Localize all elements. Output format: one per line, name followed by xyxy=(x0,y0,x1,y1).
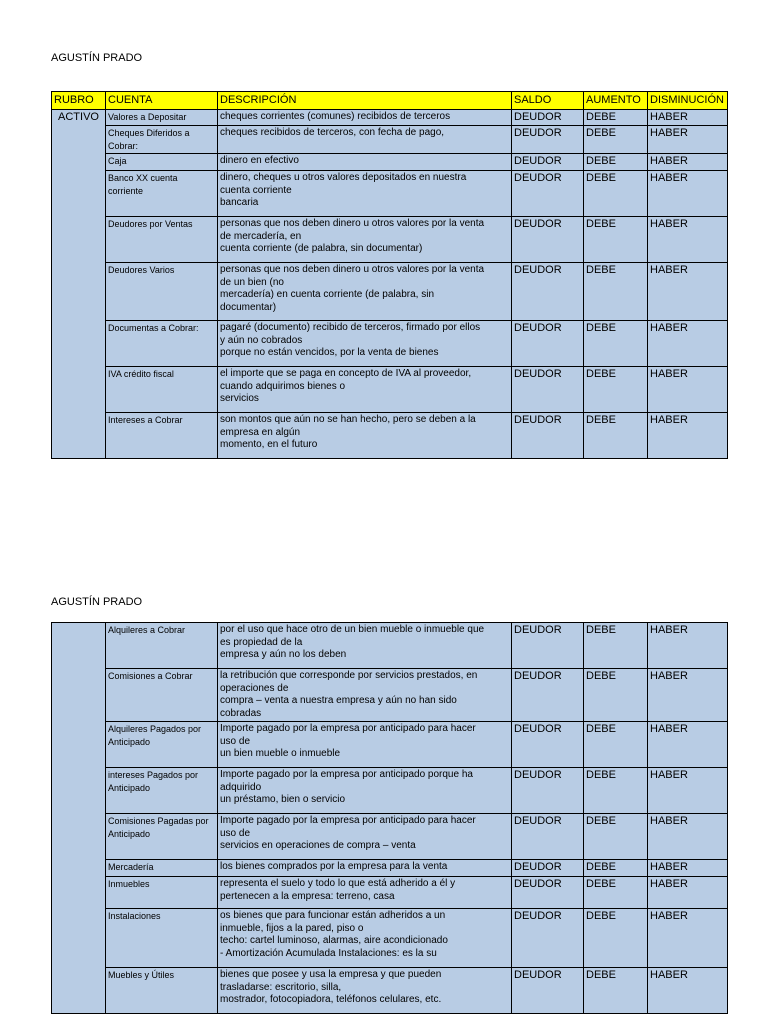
aumento-cell: DEBE xyxy=(584,217,648,263)
author-name: AGUSTÍN PRADO xyxy=(51,52,143,64)
table-row xyxy=(52,669,728,722)
descripcion-cell xyxy=(218,367,512,413)
descripcion-line: operaciones de xyxy=(220,682,289,694)
aumento-cell: DEBE xyxy=(584,154,648,171)
descripcion-line: servicios en operaciones de compra – venta xyxy=(220,840,416,851)
aumento-cell: DEBE xyxy=(584,814,648,860)
disminucion-cell: HABER xyxy=(648,413,728,459)
saldo-cell: DEUDOR xyxy=(512,968,584,1014)
descripcion-line: de mercadería, en xyxy=(220,230,302,242)
descripcion-line: de un bien (no xyxy=(220,276,284,288)
table-row xyxy=(52,171,728,217)
saldo-cell: DEUDOR xyxy=(512,722,584,768)
cuenta-cell: Banco XX cuenta corriente xyxy=(106,171,218,217)
descripcion-line: uso de xyxy=(220,827,251,839)
saldo-cell: DEUDOR xyxy=(512,413,584,459)
descripcion-cell xyxy=(218,263,512,321)
descripcion-cell xyxy=(218,909,512,968)
disminucion-cell: HABER xyxy=(648,860,728,877)
disminucion-cell: HABER xyxy=(648,321,728,367)
saldo-cell: DEUDOR xyxy=(512,814,584,860)
table-row xyxy=(52,154,728,171)
cuenta-cell: Cheques Diferidos a Cobrar: xyxy=(106,126,218,154)
header-saldo: SALDO xyxy=(512,92,584,110)
descripcion-line: cobradas xyxy=(220,707,262,719)
header-disminucion: DISMINUCIÓN xyxy=(648,92,728,110)
cuenta-cell: Inmuebles xyxy=(106,877,218,909)
aumento-cell: DEBE xyxy=(584,623,648,669)
descripcion-line: mostrador, fotocopiadora, teléfonos celulares, etc. xyxy=(220,994,442,1005)
descripcion-cell xyxy=(218,321,512,367)
descripcion-cell xyxy=(218,860,512,877)
descripcion-line: adquirido xyxy=(220,781,262,793)
descripcion-line: cheques corrientes (comunes) recibidos de terceros xyxy=(220,111,451,122)
cuenta-cell: Mercadería xyxy=(106,860,218,877)
disminucion-cell: HABER xyxy=(648,909,728,968)
cuenta-cell: Valores a Depositar xyxy=(106,110,218,126)
disminucion-cell: HABER xyxy=(648,171,728,217)
aumento-cell: DEBE xyxy=(584,321,648,367)
cuenta-cell: Deudores Varios xyxy=(106,263,218,321)
descripcion-cell xyxy=(218,217,512,263)
descripcion-line: personas que nos deben dinero u otros valores por la venta xyxy=(220,264,485,275)
cuenta-cell: Documentas a Cobrar: xyxy=(106,321,218,367)
saldo-cell: DEUDOR xyxy=(512,263,584,321)
header-descripcion: DESCRIPCIÓN xyxy=(218,92,512,110)
disminucion-cell: HABER xyxy=(648,968,728,1014)
saldo-cell: DEUDOR xyxy=(512,171,584,217)
saldo-cell: DEUDOR xyxy=(512,321,584,367)
saldo-cell: DEUDOR xyxy=(512,623,584,669)
disminucion-cell: HABER xyxy=(648,126,728,154)
saldo-cell: DEUDOR xyxy=(512,217,584,263)
cuenta-cell: Comisiones a Cobrar xyxy=(106,669,218,722)
disminucion-cell: HABER xyxy=(648,768,728,814)
aumento-cell: DEBE xyxy=(584,110,648,126)
descripcion-line: documentar) xyxy=(220,301,277,313)
header-row xyxy=(52,92,728,110)
descripcion-line: momento, en el futuro xyxy=(220,439,318,450)
cuenta-cell: Caja xyxy=(106,154,218,171)
descripcion-line: bancaria xyxy=(220,197,259,208)
cuenta-cell: Comisiones Pagadas por Anticipado xyxy=(106,814,218,860)
descripcion-line: pagaré (documento) recibido de terceros, firmado por ellos xyxy=(220,322,481,333)
descripcion-cell xyxy=(218,126,512,154)
rubro-cell: ACTIVO xyxy=(52,110,106,459)
table-row xyxy=(52,623,728,669)
descripcion-line: cuenta corriente (de palabra, sin documentar) xyxy=(220,243,423,254)
descripcion-line: cuenta corriente xyxy=(220,184,292,196)
disminucion-cell: HABER xyxy=(648,877,728,909)
descripcion-line: pertenecen a la empresa: terreno, casa xyxy=(220,890,395,902)
table-row xyxy=(52,126,728,154)
disminucion-cell: HABER xyxy=(648,154,728,171)
cuenta-cell: Instalaciones xyxy=(106,909,218,968)
aumento-cell: DEBE xyxy=(584,126,648,154)
descripcion-cell xyxy=(218,814,512,860)
descripcion-line: os bienes que para funcionar están adheridos a un xyxy=(220,910,446,921)
descripcion-cell xyxy=(218,968,512,1014)
descripcion-line: uso de xyxy=(220,735,251,747)
descripcion-line: y aún no cobrados xyxy=(220,334,303,346)
aumento-cell: DEBE xyxy=(584,263,648,321)
disminucion-cell: HABER xyxy=(648,367,728,413)
cuenta-cell: Deudores por Ventas xyxy=(106,217,218,263)
descripcion-line: un préstamo, bien o servicio xyxy=(220,794,346,805)
table-row xyxy=(52,968,728,1014)
descripcion-line: un bien mueble o inmueble xyxy=(220,748,341,759)
header-aumento: AUMENTO xyxy=(584,92,648,110)
author-name: AGUSTÍN PRADO xyxy=(51,596,143,608)
descripcion-line: cheques recibidos de terceros, con fecha de pago, xyxy=(220,127,445,138)
descripcion-line: personas que nos deben dinero u otros valores por la venta xyxy=(220,218,485,229)
table-body-1 xyxy=(52,110,728,459)
table-row xyxy=(52,768,728,814)
descripcion-line: empresa en algún xyxy=(220,426,301,438)
table-row xyxy=(52,321,728,367)
disminucion-cell: HABER xyxy=(648,623,728,669)
table-row xyxy=(52,413,728,459)
table-row xyxy=(52,814,728,860)
descripcion-line: - Amortización Acumulada Instalaciones: es la su xyxy=(220,947,437,959)
descripcion-line: por el uso que hace otro de un bien mueble o inmueble que xyxy=(220,624,485,635)
table-body-2 xyxy=(52,623,728,1014)
table-row xyxy=(52,877,728,909)
descripcion-cell xyxy=(218,877,512,909)
descripcion-line: Importe pagado por la empresa por anticipado porque ha xyxy=(220,769,473,780)
aumento-cell: DEBE xyxy=(584,669,648,722)
disminucion-cell: HABER xyxy=(648,722,728,768)
descripcion-cell xyxy=(218,623,512,669)
saldo-cell: DEUDOR xyxy=(512,877,584,909)
table-row xyxy=(52,217,728,263)
descripcion-line: mercadería) en cuenta corriente (de palabra, sin xyxy=(220,289,435,300)
accounts-table-1 xyxy=(51,91,728,459)
aumento-cell: DEBE xyxy=(584,367,648,413)
descripcion-line: los bienes comprados por la empresa para la venta xyxy=(220,861,448,872)
descripcion-line: porque no están vencidos, por la venta de bienes xyxy=(220,347,439,358)
descripcion-cell xyxy=(218,110,512,126)
aumento-cell: DEBE xyxy=(584,860,648,877)
table-row xyxy=(52,110,728,126)
saldo-cell: DEUDOR xyxy=(512,768,584,814)
aumento-cell: DEBE xyxy=(584,722,648,768)
aumento-cell: DEBE xyxy=(584,968,648,1014)
table-row xyxy=(52,860,728,877)
table-row xyxy=(52,722,728,768)
cuenta-cell: Muebles y Útiles xyxy=(106,968,218,1014)
cuenta-cell: intereses Pagados por Anticipado xyxy=(106,768,218,814)
descripcion-line: la retribución que corresponde por servicios prestados, en xyxy=(220,670,478,681)
aumento-cell: DEBE xyxy=(584,877,648,909)
saldo-cell: DEUDOR xyxy=(512,126,584,154)
descripcion-line: son montos que aún no se han hecho, pero se deben a la xyxy=(220,414,476,425)
descripcion-line: empresa y aún no los deben xyxy=(220,649,347,660)
descripcion-line: Importe pagado por la empresa por anticipado para hacer xyxy=(220,815,476,826)
descripcion-line: compra – venta a nuestra empresa y aún no han sido xyxy=(220,695,457,706)
table-row xyxy=(52,263,728,321)
disminucion-cell: HABER xyxy=(648,217,728,263)
saldo-cell: DEUDOR xyxy=(512,367,584,413)
header-cuenta: CUENTA xyxy=(106,92,218,110)
descripcion-line: dinero, cheques u otros valores depositados en nuestra xyxy=(220,172,467,183)
descripcion-line: techo: cartel luminoso, alarmas, aire acondicionado xyxy=(220,935,448,946)
descripcion-line: inmueble, fijos a la pared, piso o xyxy=(220,922,364,934)
table-row xyxy=(52,909,728,968)
disminucion-cell: HABER xyxy=(648,263,728,321)
descripcion-line: Importe pagado por la empresa por anticipado para hacer xyxy=(220,723,476,734)
cuenta-cell: Intereses a Cobrar xyxy=(106,413,218,459)
descripcion-line: trasladarse: escritorio, silla, xyxy=(220,981,342,993)
disminucion-cell: HABER xyxy=(648,110,728,126)
accounts-table-2 xyxy=(51,622,728,1014)
disminucion-cell: HABER xyxy=(648,669,728,722)
descripcion-cell xyxy=(218,768,512,814)
saldo-cell: DEUDOR xyxy=(512,110,584,126)
saldo-cell: DEUDOR xyxy=(512,909,584,968)
descripcion-cell xyxy=(218,669,512,722)
aumento-cell: DEBE xyxy=(584,909,648,968)
descripcion-line: dinero en efectivo xyxy=(220,155,299,166)
aumento-cell: DEBE xyxy=(584,768,648,814)
descripcion-line: el importe que se paga en concepto de IVA al proveedor, xyxy=(220,368,472,379)
saldo-cell: DEUDOR xyxy=(512,154,584,171)
table-row xyxy=(52,367,728,413)
descripcion-line: representa el suelo y todo lo que está adherido a él y xyxy=(220,878,456,889)
descripcion-line: es propiedad de la xyxy=(220,636,303,648)
disminucion-cell: HABER xyxy=(648,814,728,860)
descripcion-line: servicios xyxy=(220,393,259,404)
descripcion-cell xyxy=(218,171,512,217)
descripcion-cell xyxy=(218,154,512,171)
header-rubro: RUBRO xyxy=(52,92,106,110)
aumento-cell: DEBE xyxy=(584,171,648,217)
aumento-cell: DEBE xyxy=(584,413,648,459)
saldo-cell: DEUDOR xyxy=(512,669,584,722)
descripcion-cell xyxy=(218,722,512,768)
cuenta-cell: Alquileres Pagados por Anticipado xyxy=(106,722,218,768)
cuenta-cell: IVA crédito fiscal xyxy=(106,367,218,413)
descripcion-line: bienes que posee y usa la empresa y que pueden xyxy=(220,969,442,980)
saldo-cell: DEUDOR xyxy=(512,860,584,877)
descripcion-line: cuando adquirimos bienes o xyxy=(220,380,346,392)
rubro-cell xyxy=(52,623,106,1014)
descripcion-cell xyxy=(218,413,512,459)
cuenta-cell: Alquileres a Cobrar xyxy=(106,623,218,669)
